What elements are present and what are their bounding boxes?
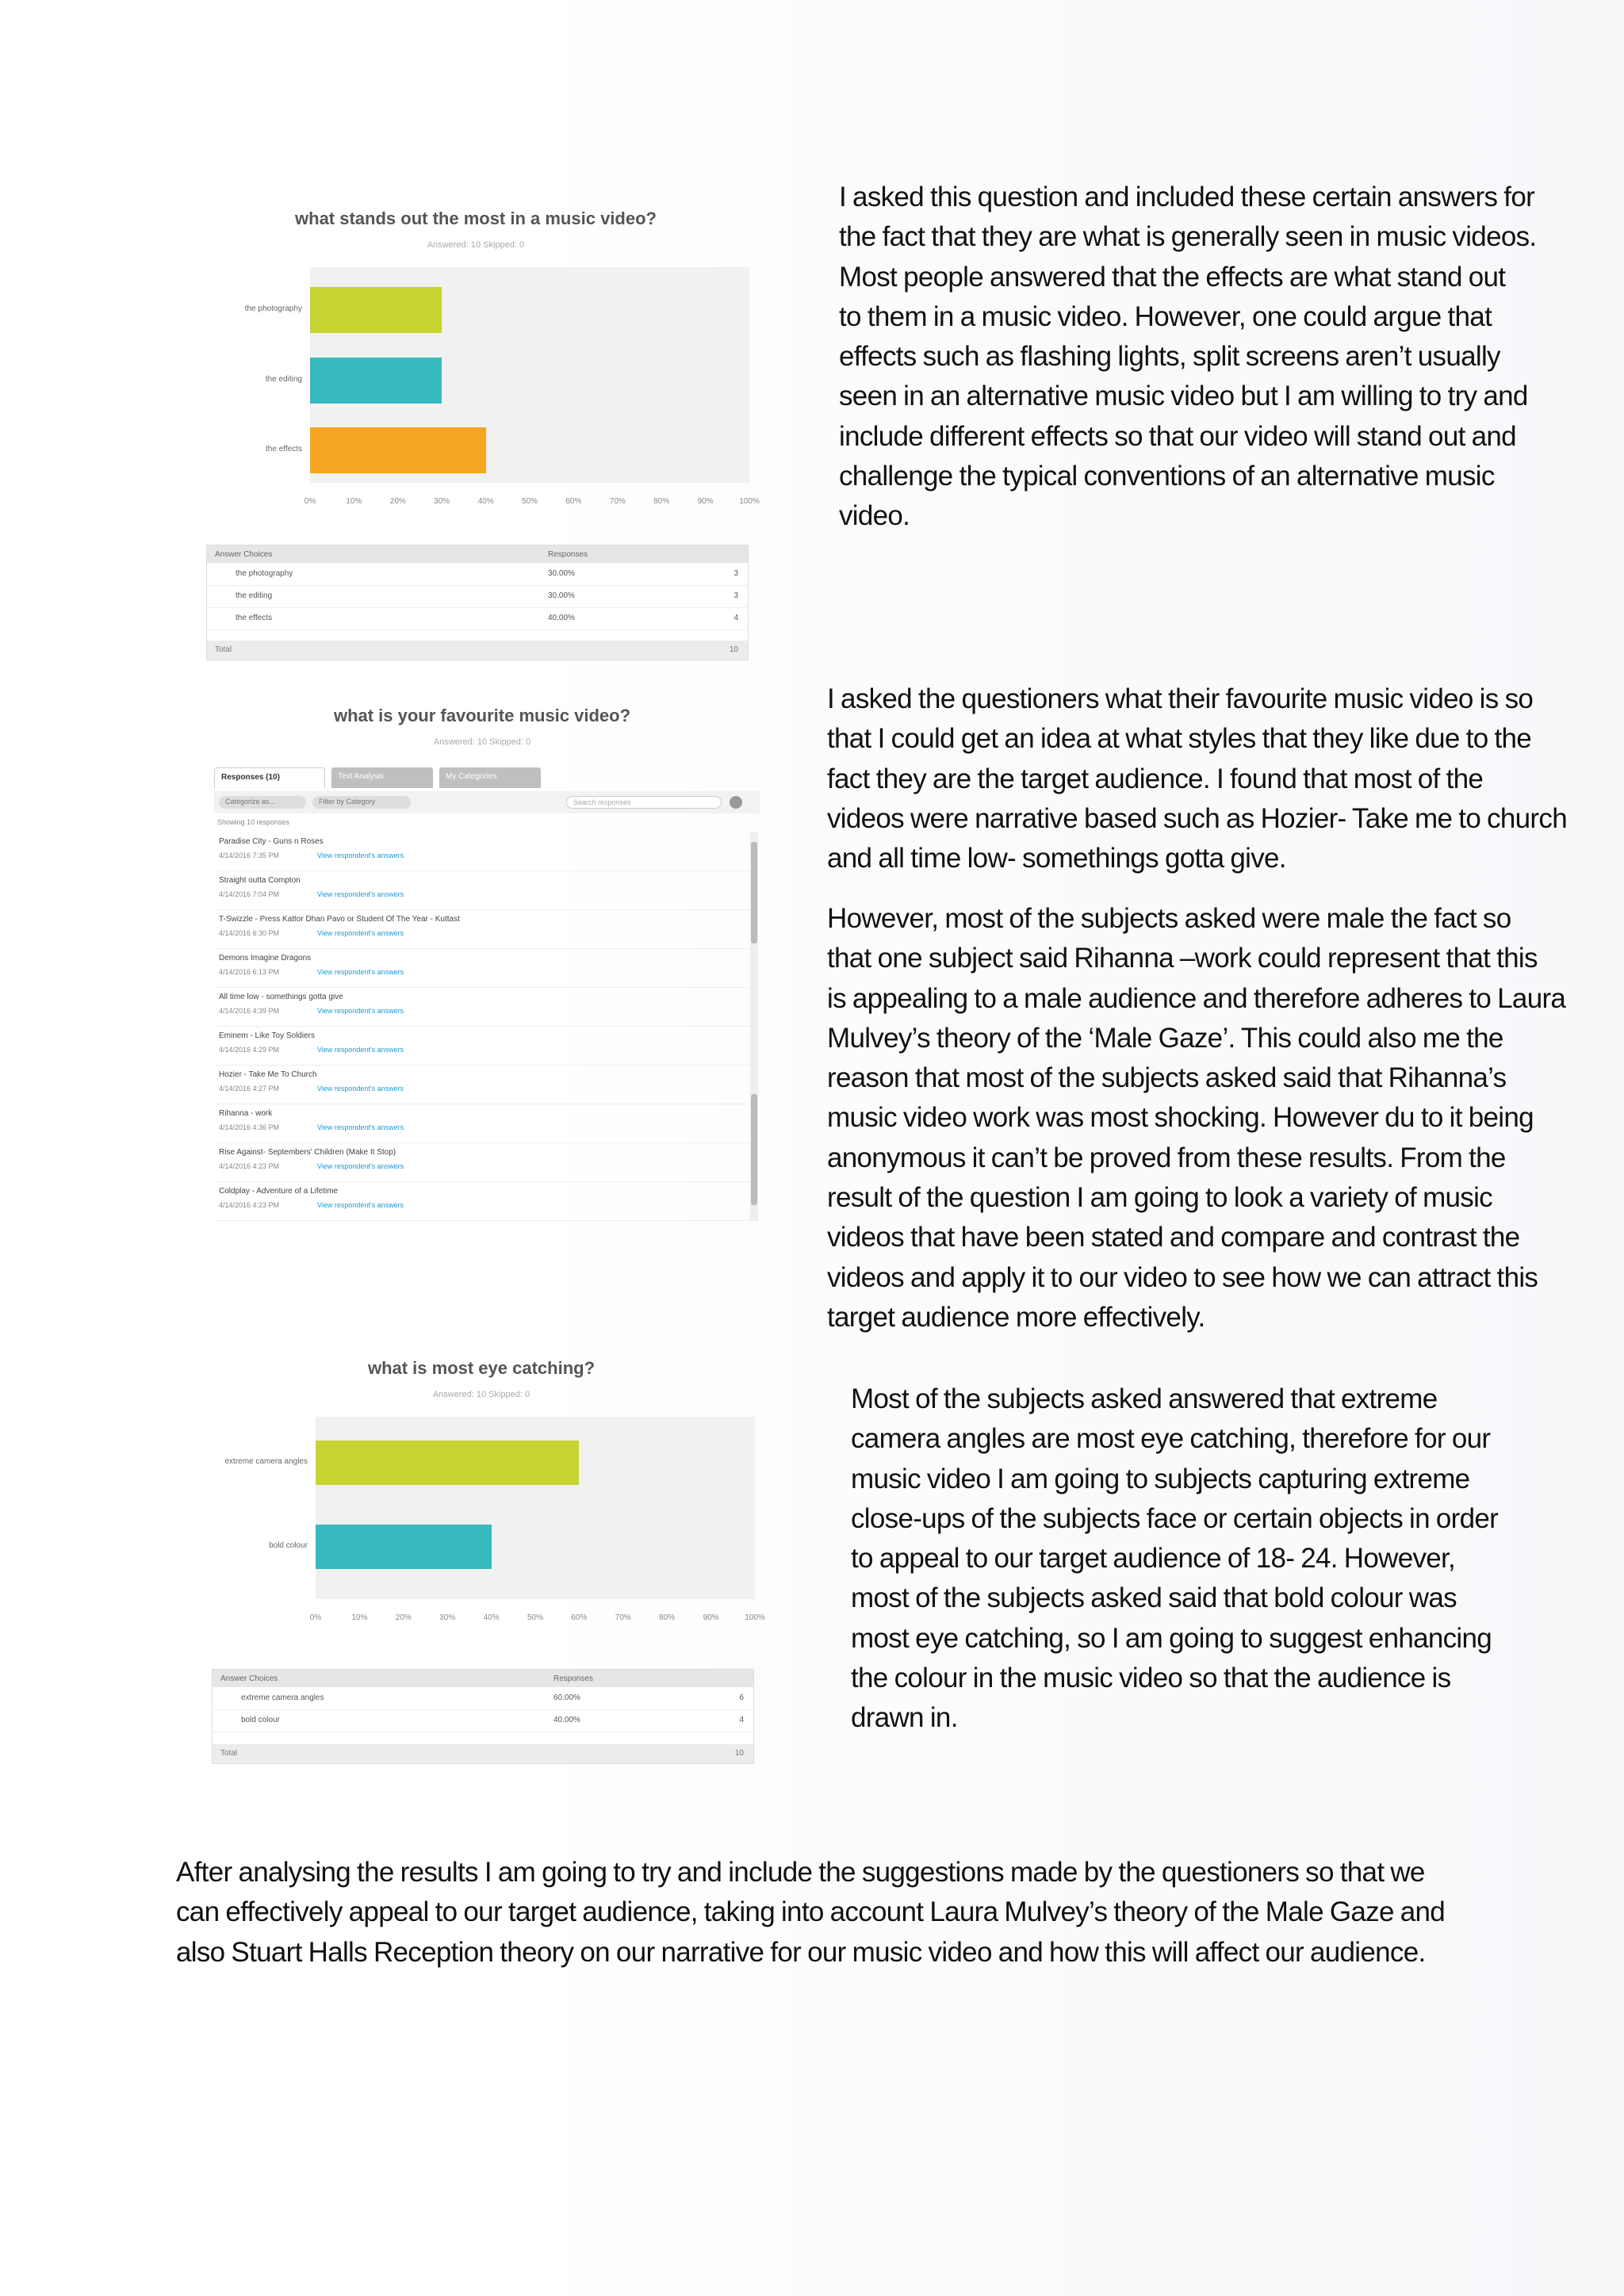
view-respondent-link[interactable]: View respondent's answers — [317, 890, 404, 898]
table-cell: 30.00% — [548, 591, 575, 600]
chart-table — [212, 1669, 754, 1764]
x-tick-label: 0% — [309, 1613, 322, 1622]
tab-text-analysis[interactable]: Text Analysis — [331, 767, 433, 788]
table-total-row — [207, 641, 748, 660]
responses-filter-bar — [214, 791, 760, 813]
table-row — [207, 564, 748, 586]
tab-my-categories[interactable]: My Categories — [439, 767, 541, 788]
table-total-label: Total — [220, 1749, 238, 1758]
table-total-label: Total — [215, 645, 232, 654]
view-respondent-link[interactable]: View respondent's answers — [317, 851, 404, 859]
categorize-dropdown[interactable]: Categorize as... — [219, 796, 306, 809]
category-label: extreme camera angles — [224, 1457, 308, 1466]
chart-most-eye-catching — [208, 1352, 765, 1770]
response-text: Paradise City - Guns n Roses — [219, 837, 324, 846]
x-tick-label: 70% — [615, 1613, 631, 1622]
chart-table — [206, 545, 749, 660]
responses-body — [214, 767, 760, 1235]
x-tick-label: 20% — [395, 1613, 412, 1622]
chart-what-stands-out — [202, 202, 760, 670]
paragraph-conclusion: After analysing the results I am going to try and include the suggestions made by the questioners so that we can effectively appeal to our target audience, taking into account Laura Mulvey’s theory of the Male Gaze and also Stuart Halls Reception theory on our narrative for our music video and how this will affect our audience. — [176, 1857, 1446, 1968]
table-cell: 4 — [739, 1716, 744, 1724]
x-tick-label: 90% — [703, 1613, 719, 1622]
response-item[interactable] — [214, 1027, 753, 1066]
table-total-value: 10 — [734, 1749, 744, 1758]
table-header — [213, 1670, 753, 1687]
table-cell: 60.00% — [553, 1693, 580, 1702]
response-date: 4/14/2016 4:27 PM — [219, 1085, 280, 1093]
response-text: Demons Imagine Dragons — [219, 954, 312, 962]
x-tick-label: 50% — [527, 1613, 543, 1622]
x-tick-label: 80% — [659, 1613, 676, 1622]
response-text: T-Swizzle - Press Kattor Dhan Pavo or Student Of The Year - Kuttast — [219, 915, 460, 924]
x-tick-label: 30% — [439, 1613, 456, 1622]
response-text: Straight outta Compton — [219, 876, 301, 885]
response-date: 4/14/2016 4:23 PM — [219, 1162, 280, 1170]
table-header-choices: Answer Choices — [220, 1674, 278, 1683]
response-item[interactable] — [214, 1182, 753, 1221]
table-header-responses: Responses — [553, 1674, 594, 1683]
table-cell: 3 — [733, 591, 738, 600]
paragraph-male-gaze: However, most of the subjects asked were male the fact so that one subject said Rihanna –work could represent that this is appealing to a male audience and therefore adheres to Laura Mulvey’s theory of the ‘Male Gaze’. This could also me the reason that most of the subjects asked said that Rihanna’s music video work was most shocking. However du to it being anonymous it can’t be proved from these results. From the result of the question I am going to look a variety of music videos that have been stated and compare and contrast the videos and apply it to our video to see how we can attract this target audience more effectively. — [827, 903, 1566, 1333]
response-text: Rihanna - work — [219, 1109, 273, 1118]
table-cell: 30.00% — [548, 569, 575, 578]
table-cell: 6 — [739, 1693, 744, 1702]
table-cell: bold colour — [241, 1716, 280, 1724]
category-label: bold colour — [269, 1541, 308, 1550]
response-item[interactable] — [214, 871, 753, 910]
view-respondent-link[interactable]: View respondent's answers — [317, 1201, 404, 1209]
x-tick-label: 0% — [304, 497, 316, 506]
x-tick-label: 70% — [609, 497, 626, 506]
table-cell: 4 — [733, 614, 738, 622]
table-header-choices: Answer Choices — [215, 550, 273, 559]
view-respondent-link[interactable]: View respondent's answers — [317, 968, 404, 976]
x-tick-label: 80% — [653, 497, 670, 506]
responses-subtitle: Answered: 10 Skipped: 0 — [433, 737, 531, 747]
category-label: the effects — [266, 445, 302, 453]
table-cell: 40.00% — [548, 614, 575, 622]
table-cell: the editing — [236, 591, 273, 600]
tab-responses[interactable]: Responses (10) — [214, 767, 325, 788]
response-item[interactable] — [214, 910, 753, 949]
response-item[interactable] — [214, 949, 753, 988]
response-item[interactable] — [214, 1104, 753, 1143]
favourite-music-video-responses — [205, 698, 760, 1237]
category-label: the editing — [265, 375, 302, 384]
view-respondent-link[interactable]: View respondent's answers — [317, 1007, 404, 1015]
bar-bold-colour — [316, 1525, 492, 1569]
x-tick-label: 30% — [434, 497, 450, 506]
table-total-row — [213, 1744, 753, 1763]
search-icon[interactable] — [730, 796, 742, 809]
responses-tabs — [214, 767, 760, 790]
bar-the-editing — [310, 358, 442, 404]
responses-title: what is your favourite music video? — [333, 706, 631, 725]
view-respondent-link[interactable]: View respondent's answers — [317, 929, 404, 937]
response-item[interactable] — [214, 832, 753, 871]
bar-the-effects — [310, 427, 486, 473]
response-text: Rise Against- Septembers' Children (Make It Stop) — [219, 1148, 396, 1157]
x-tick-label: 90% — [697, 497, 714, 506]
scrollbar-thumb-lower[interactable] — [751, 1094, 757, 1205]
table-total-value: 10 — [729, 645, 738, 654]
x-tick-label: 40% — [477, 497, 494, 506]
table-row — [207, 609, 748, 630]
bar-extreme-camera-angles — [316, 1441, 579, 1485]
x-tick-label: 10% — [351, 1613, 368, 1622]
chart-subtitle: Answered: 10 Skipped: 0 — [427, 240, 525, 250]
table-cell: 3 — [733, 569, 738, 578]
view-respondent-link[interactable]: View respondent's answers — [317, 1046, 404, 1054]
x-tick-label: 100% — [745, 1613, 765, 1622]
table-row — [213, 1711, 753, 1732]
x-tick-label: 20% — [389, 497, 406, 506]
table-cell: the photography — [236, 569, 293, 578]
response-date: 4/14/2016 7:35 PM — [219, 851, 280, 859]
response-date: 4/14/2016 4:29 PM — [219, 1046, 280, 1054]
paragraph-eye-catching: Most of the subjects asked answered that extreme camera angles are most eye catching, therefore for our music video I am going to subjects capturing extreme close-ups of the subjects face or certain objects in order to appeal to our target audience of 18- 24. However, most of the subjects asked said that bold colour was most eye catching, so I am going to suggest enhancing the colour in the music video so that the audience is drawn in. — [851, 1383, 1499, 1734]
chart-subtitle: Answered: 10 Skipped: 0 — [432, 1390, 530, 1399]
x-tick-label: 10% — [346, 497, 362, 506]
response-date: 4/14/2016 4:39 PM — [219, 1007, 280, 1015]
view-respondent-link[interactable]: View respondent's answers — [317, 1085, 404, 1093]
table-row — [207, 587, 748, 608]
response-date: 4/14/2016 7:04 PM — [219, 890, 280, 898]
view-respondent-link[interactable]: View respondent's answers — [317, 1123, 404, 1131]
x-tick-label: 60% — [571, 1613, 588, 1622]
response-item[interactable] — [214, 1143, 753, 1182]
table-row — [213, 1689, 753, 1710]
x-tick-label: 40% — [483, 1613, 500, 1622]
category-label: the photography — [244, 304, 302, 313]
response-date: 4/14/2016 4:23 PM — [219, 1201, 280, 1209]
chart-title: what stands out the most in a music video? — [295, 209, 657, 228]
filter-by-category-dropdown[interactable]: Filter by Category — [312, 796, 411, 809]
response-date: 4/14/2016 6:30 PM — [219, 929, 280, 937]
responses-count: Showing 10 responses — [217, 818, 290, 826]
table-cell: 40.00% — [553, 1716, 580, 1724]
x-tick-label: 50% — [521, 497, 538, 506]
scrollbar-thumb[interactable] — [751, 842, 757, 943]
response-text: Coldplay - Adventure of a Lifetime — [219, 1187, 339, 1196]
paragraph-stands-out: I asked this question and included these certain answers for the fact that they are what is generally seen in music videos. Most people answered that the effects are what stand out to them in a music video. However, one could argue that effects such as flashing lights, split screens aren’t usually seen in an alternative music video but I am willing to try and include different effects so that our video will stand out and challenge the typical conventions of an alternative music video. — [839, 182, 1537, 532]
response-item[interactable] — [214, 1066, 753, 1104]
chart-title: what is most eye catching? — [367, 1358, 596, 1378]
table-header-responses: Responses — [548, 550, 588, 559]
x-tick-label: 60% — [565, 497, 582, 506]
view-respondent-link[interactable]: View respondent's answers — [317, 1162, 404, 1170]
response-text: All time low - somethings gotta give — [219, 993, 343, 1001]
bar-the-photography — [310, 287, 442, 333]
response-date: 4/14/2016 6:13 PM — [219, 968, 280, 976]
response-item[interactable] — [214, 988, 753, 1027]
response-date: 4/14/2016 4:36 PM — [219, 1123, 280, 1131]
paragraph-favourite-video: I asked the questioners what their favourite music video is so that I could get an idea at what styles that they like due to the fact they are the target audience. I found that most of the videos were narrative based such as Hozier- Take me to church and all time low- somethings gotta give. — [827, 683, 1567, 874]
response-text: Eminem - Like Toy Soldiers — [219, 1031, 315, 1040]
response-text: Hozier - Take Me To Church — [219, 1070, 317, 1079]
table-cell: the effects — [236, 614, 272, 622]
table-cell: extreme camera angles — [241, 1693, 324, 1702]
table-header — [207, 545, 748, 563]
x-tick-label: 100% — [739, 497, 760, 506]
responses-search-input[interactable]: Search responses — [566, 796, 722, 809]
responses-list — [214, 832, 753, 1221]
